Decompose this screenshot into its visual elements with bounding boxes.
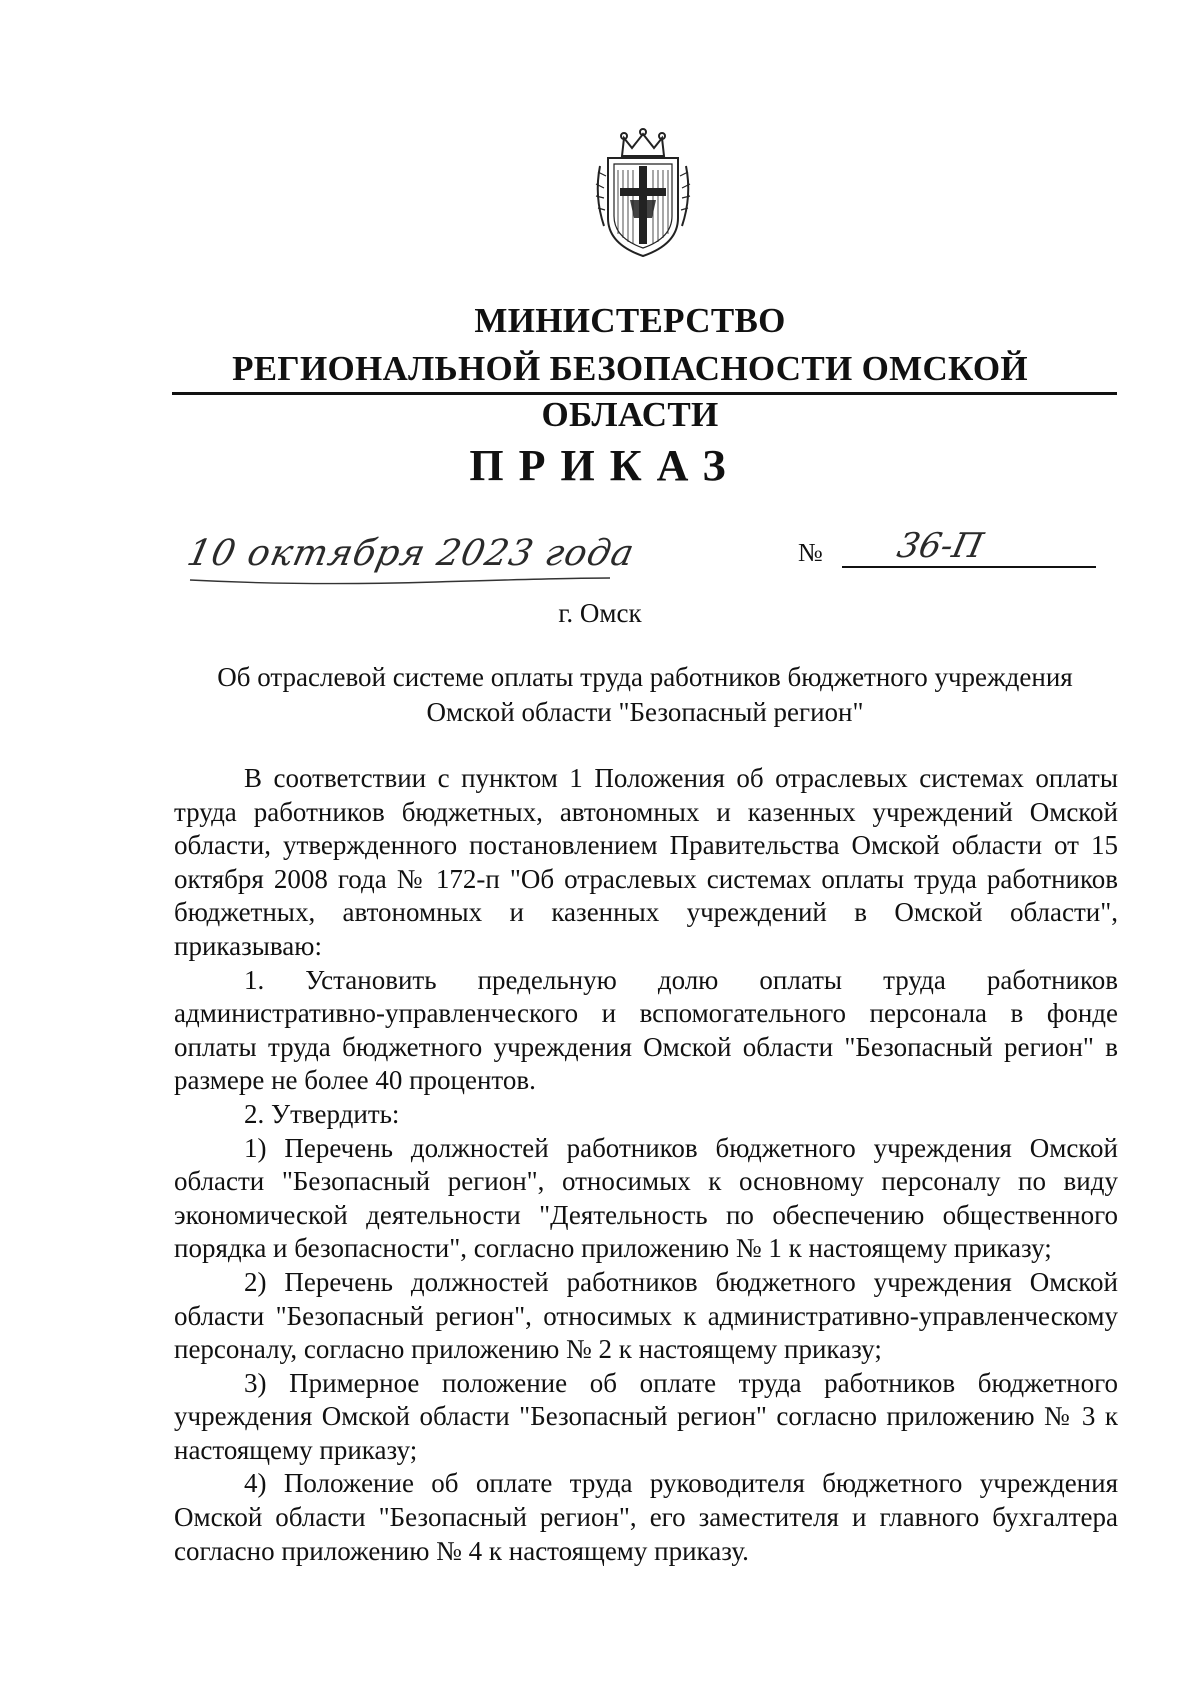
body-item-2: 2. Утвердить: xyxy=(244,1098,400,1129)
number-text: 36-П xyxy=(893,526,987,566)
coat-of-arms-emblem xyxy=(590,126,696,262)
handwritten-number xyxy=(893,526,987,566)
document-subject xyxy=(180,660,1110,730)
header-divider xyxy=(172,392,1117,395)
body-item-2-1: 1) Перечень должностей работников бюджетного учреждения Омской области "Безопасный регион", относимых к основному персоналу по виду экономической деятельности "Деятельность по обеспечению общественного порядка и безопасности", согласно приложению № 1 к настоящему приказу; xyxy=(174,1132,1118,1264)
subject-line2: Омской области "Безопасный регион" xyxy=(426,697,864,727)
body-intro-paragraph: В соответствии с пунктом 1 Положения об отраслевых системах оплаты труда работников бюджетных, автономных и казенных учреждений Омской области, утвержденного постановлением Правительства Омской области от 15 октября 2008 года № 172-п "Об отраслевых системах оплаты труда работников бюджетных, автономных и казенных учреждений в Омской области", приказываю: xyxy=(174,763,1118,961)
document-body xyxy=(174,762,1118,1568)
body-item-2-3: 3) Примерное положение об оплате труда работников бюджетного учреждения Омской области "Безопасный регион" согласно приложению № 3 к настоящему приказу; xyxy=(174,1367,1118,1465)
subject-line1: Об отраслевой системе оплаты труда работников бюджетного учреждения xyxy=(217,662,1073,692)
body-item-1: 1. Установить предельную долю оплаты труда работников административно-управленческого и вспомогательного персонала в фонде оплаты труда бюджетного учреждения Омской области "Безопасный регион" в размере не более 40 процентов. xyxy=(174,964,1118,1096)
ministry-name-line2: РЕГИОНАЛЬНОЙ БЕЗОПАСНОСТИ ОМСКОЙ ОБЛАСТИ xyxy=(232,349,1028,434)
document-type-title: ПРИКАЗ xyxy=(469,441,741,490)
ministry-name-line1: МИНИСТЕРСТВО xyxy=(474,301,786,340)
number-underline xyxy=(842,566,1096,568)
city-line: г. Омск xyxy=(558,598,642,628)
body-item-2-4: 4) Положение об оплате труда руководителя бюджетного учреждения Омской области "Безопасный регион", его заместителя и главного бухгалтера согласно приложению № 4 к настоящему приказу. xyxy=(174,1468,1118,1566)
date-underline-stroke xyxy=(186,530,616,590)
body-item-2-2: 2) Перечень должностей работников бюджетного учреждения Омской области "Безопасный регион", относимых к административно-управленческому персоналу, согласно приложению № 2 к настоящему приказу; xyxy=(174,1266,1118,1365)
number-label: № xyxy=(798,538,823,567)
date-text: 10 октября 2023 года xyxy=(183,533,639,574)
